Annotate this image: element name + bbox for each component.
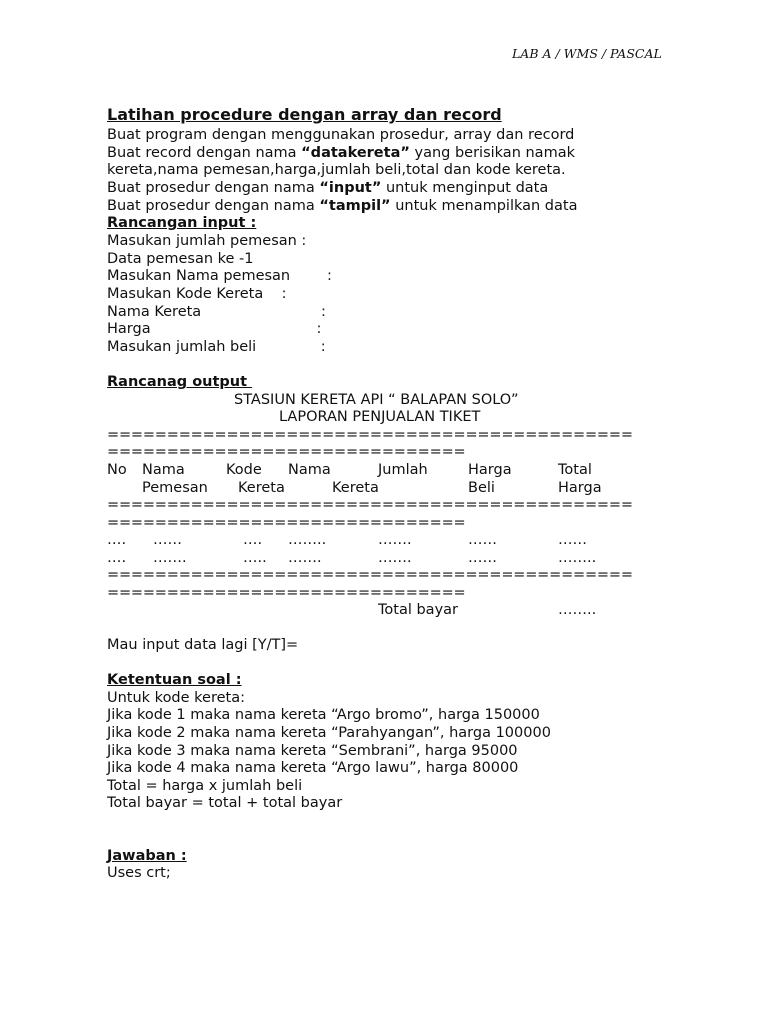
col-header: Harga	[468, 462, 512, 478]
input-line: Masukan Nama pemesan :	[107, 268, 332, 284]
table-cell: ……..	[558, 550, 597, 566]
col-header: Jumlah	[378, 462, 428, 478]
col-header: No	[107, 462, 127, 478]
total-bayar-value: ……..	[558, 602, 597, 618]
ketentuan-heading: Ketentuan soal :	[107, 672, 242, 688]
rancangan-input-heading: Rancangan input :	[107, 215, 257, 231]
report-title: LAPORAN PENJUALAN TIKET	[279, 409, 481, 425]
ketentuan-line: Jika kode 2 maka nama kereta “Parahyangan”, harga 100000	[107, 725, 551, 741]
intro-line-5: Buat prosedur dengan nama “tampil” untuk menampilkan data	[107, 198, 578, 214]
separator: ==============================	[107, 585, 466, 601]
input-line: Masukan jumlah beli :	[107, 339, 326, 355]
col-header: Nama	[142, 462, 185, 478]
separator: ==============================	[107, 444, 466, 460]
separator: ============================================	[107, 497, 633, 513]
separator: ============================================	[107, 427, 633, 443]
col-header: Nama	[288, 462, 331, 478]
table-cell: …….	[378, 532, 412, 548]
page-header: LAB A / WMS / PASCAL	[512, 46, 662, 61]
intro-line-3: kereta,nama pemesan,harga,jumlah beli,total dan kode kereta.	[107, 162, 566, 178]
col-header: Kode	[226, 462, 262, 478]
ketentuan-line: Jika kode 4 maka nama kereta “Argo lawu”, harga 80000	[107, 760, 519, 776]
ketentuan-line: Untuk kode kereta:	[107, 690, 245, 706]
table-cell: …….	[153, 550, 187, 566]
station-title: STASIUN KERETA API “ BALAPAN SOLO”	[234, 392, 519, 408]
table-cell: ……..	[288, 532, 327, 548]
ketentuan-line: Jika kode 3 maka nama kereta “Sembrani”, harga 95000	[107, 743, 518, 759]
table-cell: ……	[558, 532, 587, 548]
input-line: Data pemesan ke -1	[107, 251, 254, 267]
jawaban-line: Uses crt;	[107, 865, 171, 881]
rancangan-output-heading: Rancanag output	[107, 374, 253, 390]
table-cell: ….	[107, 532, 127, 548]
table-cell: ……	[153, 532, 182, 548]
table-cell: ….	[243, 532, 263, 548]
intro-line-1: Buat program dengan menggunakan prosedur, array dan record	[107, 127, 575, 143]
input-line: Masukan Kode Kereta :	[107, 286, 287, 302]
table-cell: ….	[107, 550, 127, 566]
separator: ============================================	[107, 567, 633, 583]
total-bayar-label: Total bayar	[378, 602, 458, 618]
ketentuan-line: Jika kode 1 maka nama kereta “Argo bromo”, harga 150000	[107, 707, 540, 723]
input-line: Nama Kereta :	[107, 304, 326, 320]
table-cell: …..	[243, 550, 267, 566]
ketentuan-line: Total = harga x jumlah beli	[107, 778, 303, 794]
intro-line-4: Buat prosedur dengan nama “input” untuk menginput data	[107, 180, 549, 196]
table-cell: ……	[468, 550, 497, 566]
table-cell: ……	[468, 532, 497, 548]
input-line: Harga :	[107, 321, 322, 337]
ketentuan-line: Total bayar = total + total bayar	[107, 795, 343, 811]
col-header: Pemesan	[142, 480, 208, 496]
document-title: Latihan procedure dengan array dan record	[107, 105, 502, 124]
col-header: Total	[558, 462, 592, 478]
col-header: Beli	[468, 480, 495, 496]
col-header: Harga	[558, 480, 602, 496]
col-header: Kereta	[332, 480, 379, 496]
repeat-prompt: Mau input data lagi [Y/T]=	[107, 637, 299, 653]
table-cell: …….	[378, 550, 412, 566]
separator: ==============================	[107, 515, 466, 531]
table-cell: …….	[288, 550, 322, 566]
col-header: Kereta	[238, 480, 285, 496]
intro-line-2: Buat record dengan nama “datakereta” yang berisikan namak	[107, 145, 575, 161]
input-line: Masukan jumlah pemesan :	[107, 233, 307, 249]
jawaban-heading: Jawaban :	[107, 848, 187, 864]
